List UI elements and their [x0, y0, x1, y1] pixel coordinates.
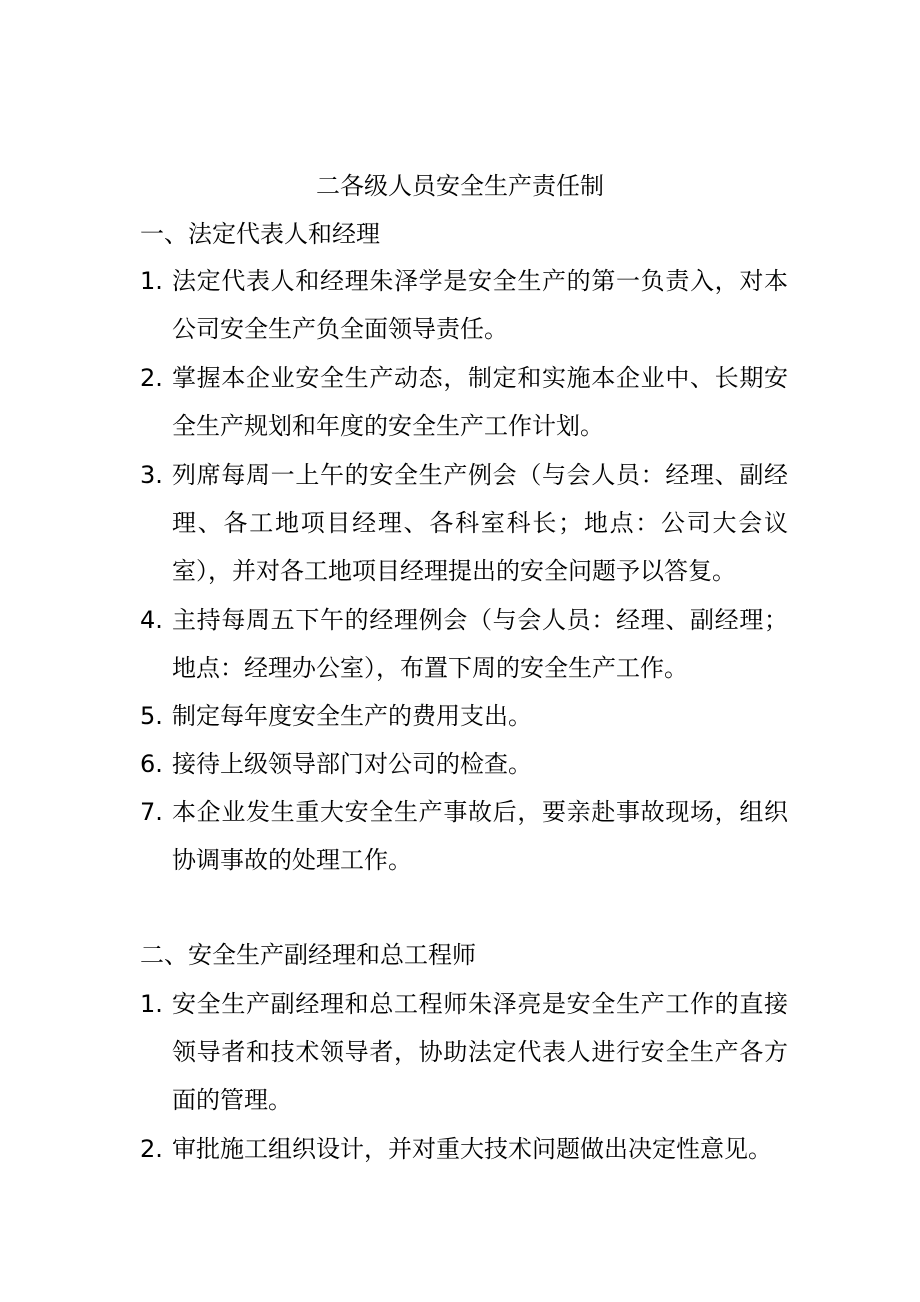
list-item [140, 451, 790, 595]
list-item-text: 掌握本企业安全生产动态，制定和实施本企业中、长期安全生产规划和年度的安全生产工作计划。 [172, 364, 788, 440]
section-heading-2: 二、安全生产副经理和总工程师 [140, 941, 476, 969]
list-item-number: 6. [140, 750, 163, 778]
list-item-number: 1. [140, 267, 163, 295]
list-item-text: 接待上级领导部门对公司的检查。 [172, 750, 532, 778]
list-item-number: 2. [140, 1135, 163, 1163]
section-heading-1: 一、法定代表人和经理 [140, 220, 380, 248]
list-item [140, 354, 790, 450]
list-item-text: 本企业发生重大安全生产事故后，要亲赴事故现场，组织协调事故的处理工作。 [172, 798, 788, 874]
list-item-text: 安全生产副经理和总工程师朱泽亮是安全生产工作的直接领导者和技术领导者，协助法定代表人进行安全生产各方面的管理。 [172, 990, 788, 1114]
document-title: 二各级人员安全生产责任制 [316, 172, 604, 200]
list-item [140, 740, 790, 788]
list-item [140, 980, 790, 1124]
list-item [140, 257, 790, 353]
list-item-number: 5. [140, 702, 163, 730]
list-item-text: 法定代表人和经理朱泽学是安全生产的第一负责入，对本公司安全生产负全面领导责任。 [172, 267, 788, 343]
list-item [140, 596, 790, 692]
list-item-text: 制定每年度安全生产的费用支出。 [172, 702, 532, 730]
list-item-number: 3. [140, 461, 163, 489]
list-item [140, 1125, 790, 1173]
list-item-number: 1. [140, 990, 163, 1018]
list-item-text: 审批施工组织设计，并对重大技术问题做出决定性意见。 [172, 1135, 772, 1163]
list-item-text: 主持每周五下午的经理例会（与会人员：经理、副经理；地点：经理办公室），布置下周的安全生产工作。 [172, 606, 788, 682]
list-item-number: 2. [140, 364, 163, 392]
list-item-number: 7. [140, 798, 163, 826]
list-item-text: 列席每周一上午的安全生产例会（与会人员：经理、副经理、各工地项目经理、各科室科长；地点：公司大会议室），并对各工地项目经理提出的安全问题予以答复。 [172, 461, 788, 585]
list-item [140, 788, 790, 884]
list-item [140, 692, 790, 740]
list-item-number: 4. [140, 606, 163, 634]
